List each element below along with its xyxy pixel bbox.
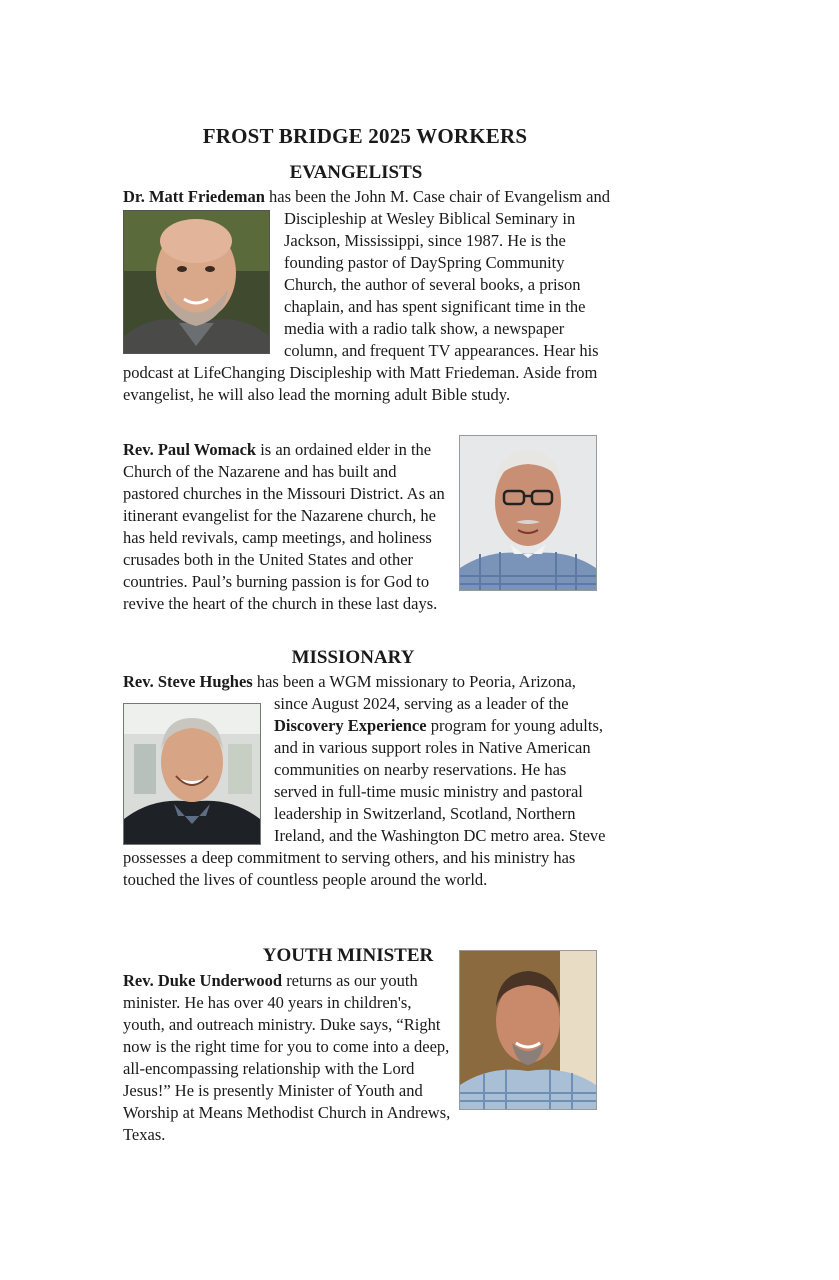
portrait-goatee-man-plaid-shirt-icon (460, 951, 596, 1109)
photo-paul-womack (459, 435, 597, 591)
bio-text-womack: is an ordained elder in the Church of the Nazarene and has built and pastored churches in the Missouri District. As an itinerant evangelist for the Nazarene church, he has held revivals, camp meetings, and holiness crusades both in the United States and other countries. Paul’s burning passion is for God to revive the heart of the church in these last days. (123, 440, 445, 613)
name-paul-womack: Rev. Paul Womack (123, 440, 257, 459)
bio-paul-womack (123, 439, 613, 615)
portrait-older-man-glasses-icon (460, 436, 596, 590)
program-discovery-experience: Discovery Experience (274, 716, 427, 735)
name-steve-hughes: Rev. Steve Hughes (123, 672, 253, 691)
page-title: FROST BRIDGE 2025 WORKERS (202, 124, 528, 148)
name-matt-friedeman: Dr. Matt Friedeman (123, 187, 265, 206)
bio-steve-hughes (123, 671, 613, 891)
name-duke-underwood: Rev. Duke Underwood (123, 971, 283, 990)
bio-text-friedeman: has been the John M. Case chair of Evangelism and Discipleship at Wesley Biblical Seminary in Jackson, Mississippi, since 1987. He is the founding pastor of DaySpring Community Church, the author of several books, a prison chaplain, and has spent significant time in the media with a radio talk show, a newspaper column, and frequent TV appearances. Hear his podcast at LifeChanging Discipleship with Matt Friedeman. Aside from evangelist, he will also lead the morning adult Bible study. (123, 187, 610, 404)
bio-matt-friedeman (123, 186, 613, 406)
bio-text-underwood: returns as our youth minister. He has over 40 years in children's, youth, and outreach ministry. Duke says, “Right now is the right time for you to come into a deep, all-encompassing relationship with the Lord Jesus!” He is presently Minister of Youth and Worship at Means Methodist Church in Andrews, Texas. (123, 971, 451, 1144)
portrait-smiling-man-jacket-icon (124, 704, 260, 844)
bio-duke-underwood (123, 970, 613, 1146)
portrait-bald-bearded-man-icon (124, 211, 269, 353)
section-heading-evangelists: EVANGELISTS (289, 162, 423, 183)
section-heading-youth-minister: YOUTH MINISTER (262, 945, 434, 966)
photo-duke-underwood (459, 950, 597, 1110)
photo-steve-hughes (123, 703, 261, 845)
bio-text-hughes-part2: program for young adults, and in various support roles in Native American communities on nearby reservations. He has served in full-time music ministry and pastoral leadership in Switzerland, Scotland, Northern Ireland, and the Washington DC metro area. Steve possesses a deep commitment to serving others, and his ministry has touched the lives of countless people around the world. (123, 716, 606, 889)
bio-text-hughes-part1: has been a WGM missionary to Peoria, Arizona, since August 2024, serving as a leader of the (252, 672, 576, 713)
photo-matt-friedeman (123, 210, 270, 354)
section-heading-missionary: MISSIONARY (291, 647, 415, 668)
